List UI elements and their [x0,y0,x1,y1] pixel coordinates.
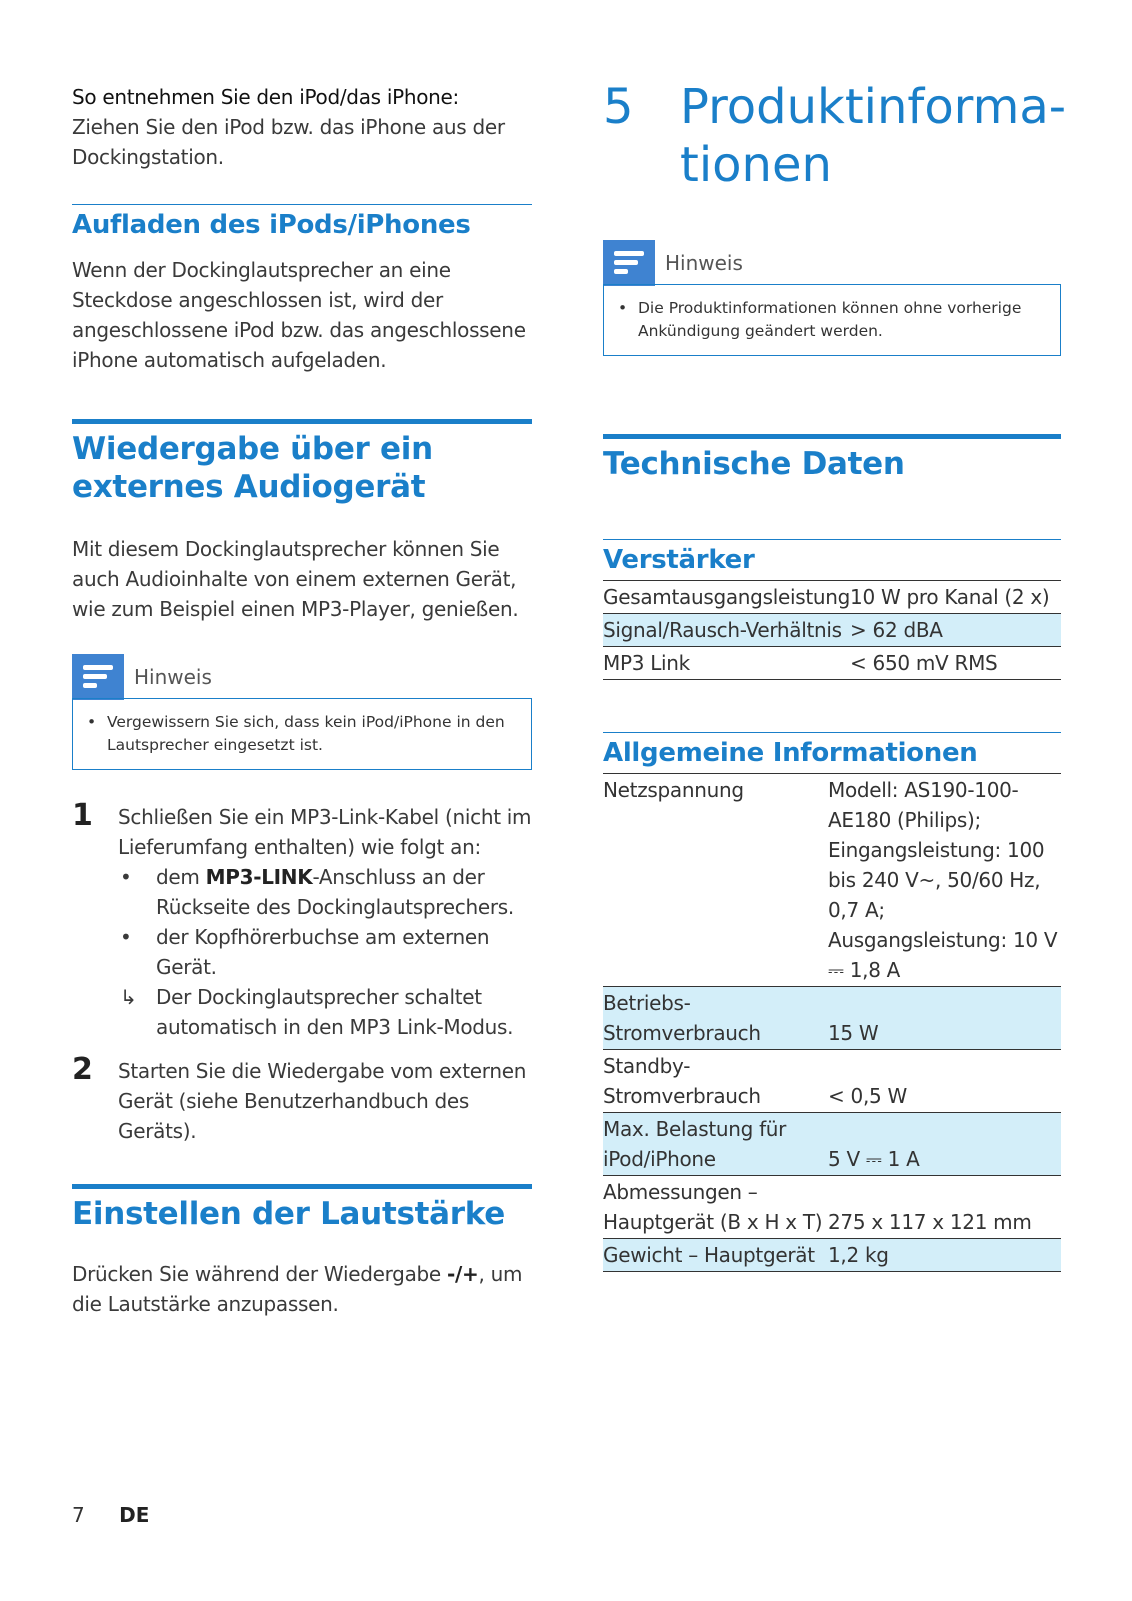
step-number: 1 [72,798,93,833]
row-label: Max. Belastung für iPod/iPhone [603,1113,828,1176]
result-arrow-icon: ↳ [120,985,137,1009]
step-1 [72,798,532,1042]
row-label: Standby-Stromverbrauch [603,1054,761,1108]
note-text: Die Produktinformationen können ohne vorherige Ankündigung geändert werden. [638,299,1022,340]
row-value: < 650 mV RMS [850,651,998,675]
row-label: Gewicht – Hauptgerät [603,1239,828,1272]
section-tech [603,434,1061,483]
note-header [72,656,532,698]
table-row [603,987,1061,1050]
row-value: < 0,5 W [828,1084,907,1108]
result-text: Der Dockinglautsprecher schaltet automatisch in den MP3 Link-Modus. [156,985,514,1039]
row-value: 15 W [828,987,1061,1050]
volume-heading: Einstellen der Lautstärke [72,1196,505,1232]
chapter-note [603,242,1061,356]
table-row [603,1239,1061,1272]
bullet-mark: • [120,865,132,889]
note-bullet: • [618,299,628,317]
page-number: 7 [72,1503,85,1527]
note-label: Hinweis [134,665,212,689]
chapter-number: 5 [603,79,634,135]
row-value: 10 W pro Kanal (2 x) [850,585,1050,609]
row-label: Netzspannung [603,778,744,802]
note-bullet: • [87,713,97,731]
sub-text: -Anschluss an der Rückseite des Dockinglautsprechers. [156,865,514,919]
volume-text: Drücken Sie während der Wiedergabe -/+, um die Lautstärke anzupassen. [72,1262,523,1316]
row-label: Signal/Rausch-Verhältnis [603,614,850,647]
step-text: Starten Sie die Wiedergabe vom externen Gerät (siehe Benutzerhandbuch des Geräts). [118,1059,527,1143]
table-row [603,774,1061,987]
section-general [603,732,1061,1272]
tech-heading: Technische Daten [603,446,905,482]
note-box [72,698,532,770]
row-label: Abmessungen – Hauptgerät (B x H x T) [603,1180,823,1234]
amp-heading: Verstärker [603,545,755,575]
table-row [603,1050,1061,1113]
left-column [72,82,532,1319]
row-value: > 62 dBA [850,614,1061,647]
amp-table [603,580,1061,680]
note-header [603,242,1061,284]
row-value: 275 x 117 x 121 mm [828,1210,1032,1234]
note-box [603,284,1061,356]
table-row [603,1113,1061,1176]
sub-text: dem [156,865,206,889]
language-code: DE [119,1503,150,1527]
section-volume [72,1184,532,1319]
chapter-heading [603,78,1067,218]
note-label: Hinweis [665,251,743,275]
external-heading: Wiedergabe über ein externes Audiogerät [72,431,433,505]
general-heading: Allgemeine Informationen [603,738,978,768]
section-amp [603,539,1061,680]
steps-list [72,798,532,1146]
charge-text: Wenn der Dockinglautsprecher an eine Steckdose angeschlossen ist, wird der angeschlossene iPod bzw. das angeschlossene iPhone automatisch aufgeladen. [72,258,526,372]
volume-keys: -/+ [446,1262,479,1286]
note-icon [72,654,124,700]
external-note [72,656,532,770]
general-table [603,773,1061,1272]
note-text: Vergewissern Sie sich, dass kein iPod/iPhone in den Lautsprecher eingesetzt ist. [107,713,505,754]
step-number: 2 [72,1052,93,1087]
external-text: Mit diesem Dockinglautsprecher können Sie auch Audioinhalte von einem externen Gerät, wie zum Beispiel einen MP3-Player, genießen. [72,537,519,621]
step-text: Schließen Sie ein MP3-Link-Kabel (nicht im Lieferumfang enthalten) wie folgt an: [118,805,532,859]
sub-text: der Kopfhörerbuchse am externen Gerät. [156,925,490,979]
table-row [603,647,1061,680]
chapter-title: Produktinforma- tionen [680,79,1067,193]
row-label: Gesamtausgangsleistung [603,585,851,609]
bullet-mark: • [120,925,132,949]
step-2 [72,1052,532,1146]
row-label: MP3 Link [603,651,690,675]
row-label: Betriebs-Stromverbrauch [603,987,828,1050]
step-sub-item [118,922,532,982]
row-value: Modell: AS190-100-AE180 (Philips); Eingangsleistung: 100 bis 240 V~, 50/60 Hz, 0,7 A; Ausgangsleistung: 10 V ⎓ 1,8 A [828,778,1058,982]
mp3-link-label: MP3-LINK [205,865,313,889]
section-charge [72,204,532,375]
charge-heading: Aufladen des iPods/iPhones [72,210,471,240]
note-icon [603,240,655,286]
table-row [603,1176,1061,1239]
section-external [72,419,532,1146]
page-footer [72,1503,149,1527]
step-result [118,982,532,1042]
right-column [603,78,1067,1272]
step-sub-item [118,862,532,922]
row-value: 1,2 kg [828,1239,1061,1272]
row-value: 5 V ⎓ 1 A [828,1113,1061,1176]
remove-text: Ziehen Sie den iPod bzw. das iPhone aus der Dockingstation. [72,115,505,169]
table-row [603,614,1061,647]
table-row [603,581,1061,614]
remove-heading: So entnehmen Sie den iPod/das iPhone: [72,85,459,109]
